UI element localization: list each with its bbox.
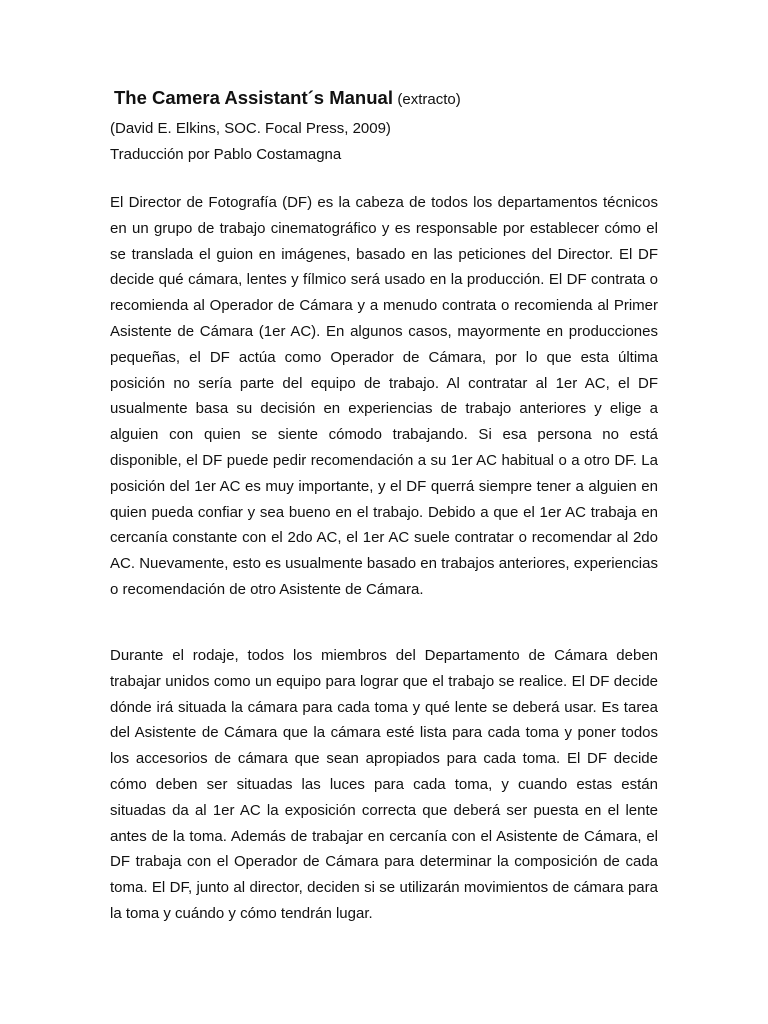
translator-credit: Traducción por Pablo Costamagna [110,146,342,163]
title-note: (extracto) [397,91,461,108]
document-title [114,87,461,111]
paragraph-1: El Director de Fotografía (DF) es la cabeza de todos los departamentos técnicos en un grupo de trabajo cinematográfico y es responsable por establecer cómo el se translada el guion en imágenes, basado en las peticiones del Director. El DF decide qué cámara, lentes y fílmico será usado en la producción. El DF contrata o recomienda al Operador de Cámara y a menudo contrata o recomienda al Primer Asistente de Cámara (1er AC). En algunos casos, mayormente en producciones pequeñas, el DF actúa como Operador de Cámara, por lo que esta última posición no sería parte del equipo de trabajo. Al contratar al 1er AC, el DF usualmente basa su decisión en experiencias de trabajo anteriores y elige a alguien con quien se siente cómodo trabajando. Si esa persona no está disponible, el DF puede pedir recomendación a su 1er AC habitual o a otro DF. La posición del 1er AC es muy importante, y el DF querrá siempre tener a alguien en quien pueda confiar y sea bueno en el trabajo. Debido a que el 1er AC trabaja en cercanía constante con el 2do AC, el 1er AC suele contratar o recomendar al 2do AC. Nuevamente, esto es usualmente basado en trabajos anteriores, experiencias o recomendación de otro Asistente de Cámara. [110,194,658,598]
title-text: The Camera Assistant´s Manual [114,87,393,108]
citation: (David E. Elkins, SOC. Focal Press, 2009) [110,120,391,137]
paragraph-2: Durante el rodaje, todos los miembros del Departamento de Cámara deben trabajar unidos como un equipo para lograr que el trabajo se realice. El DF decide dónde irá situada la cámara para cada toma y qué lente se deberá usar. Es tarea del Asistente de Cámara que la cámara esté lista para cada toma y poner todos los accesorios de cámara que sean apropiados para cada toma. El DF decide cómo deben ser situadas las luces para cada toma, y cuando estas están situadas da al 1er AC la exposición correcta que deberá ser puesta en el lente antes de la toma. Además de trabajar en cercanía con el Asistente de Cámara, el DF trabaja con el Operador de Cámara para determinar la composición de cada toma. El DF, junto al director, deciden si se utilizarán movimientos de cámara para la toma y cuándo y cómo tendrán lugar. [110,647,658,922]
